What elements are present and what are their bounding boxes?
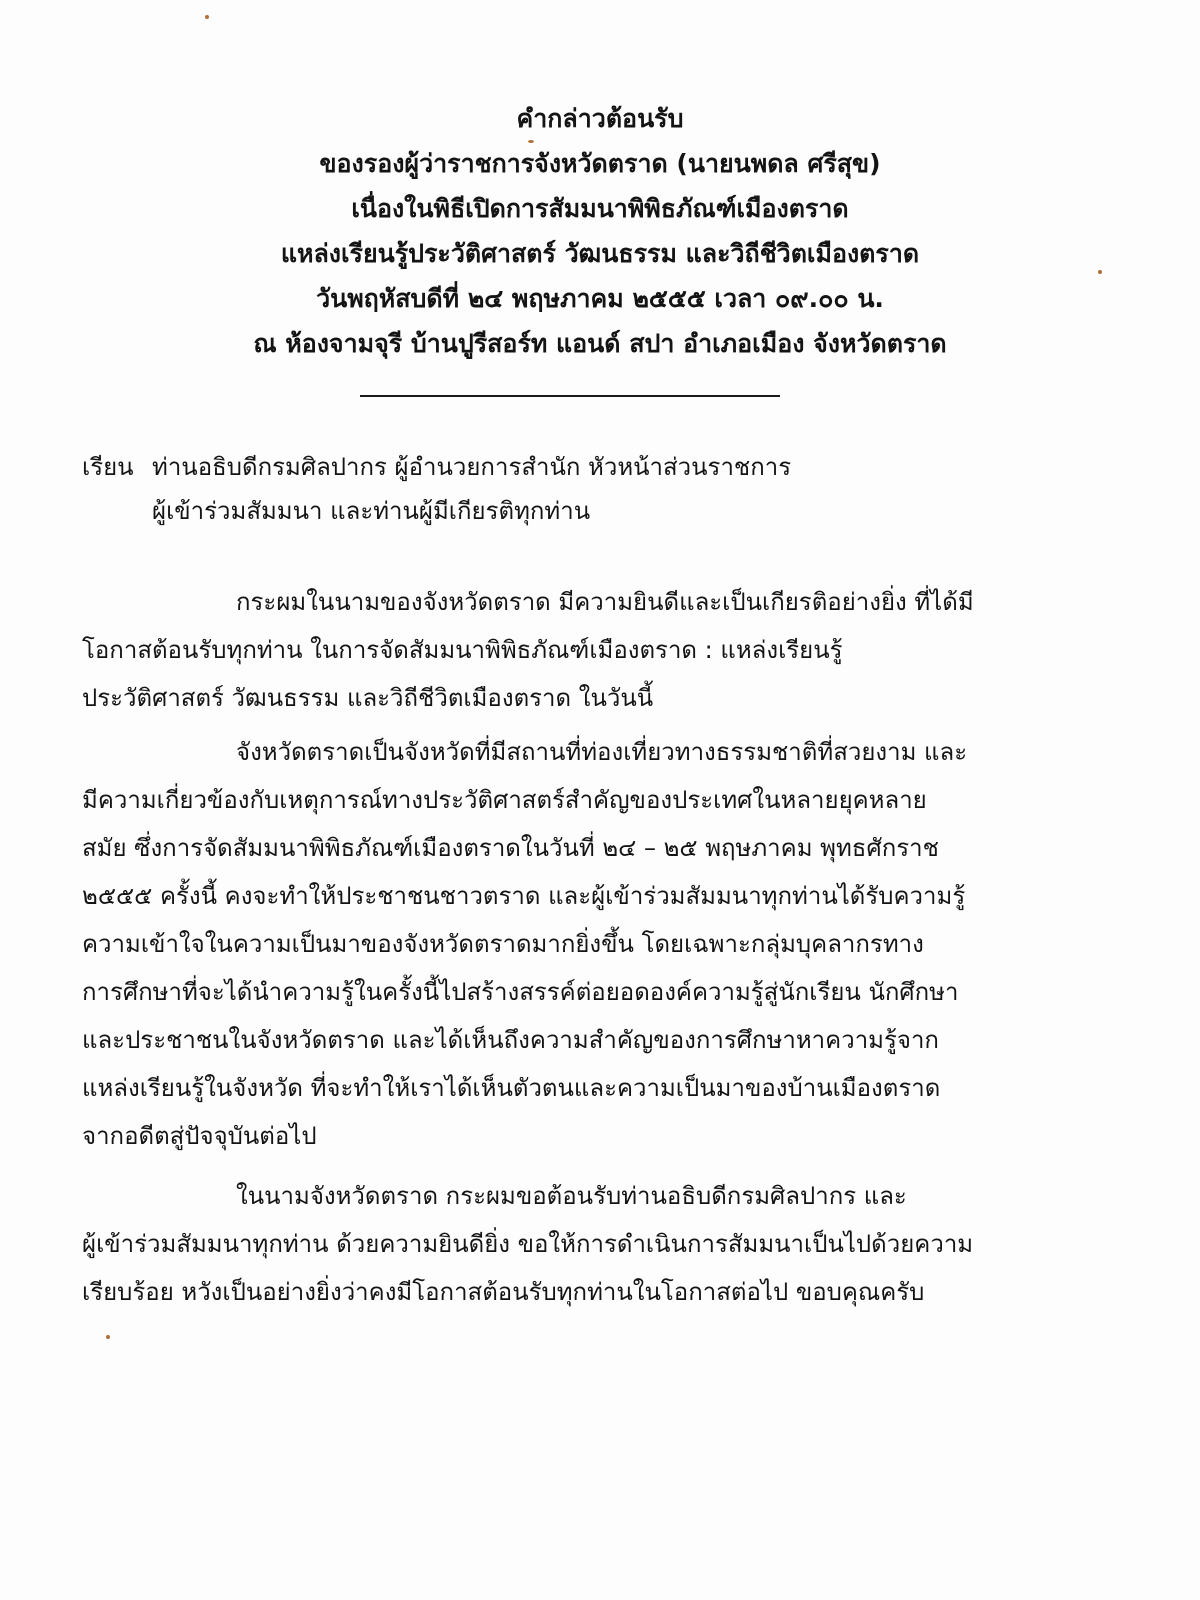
- heading-title: คำกล่าวต้อนรับ: [516, 104, 684, 133]
- paragraph-line: สมัย ซึ่งการจัดสัมมนาพิพิธภัณฑ์เมืองตราดในวันที่ ๒๔ – ๒๕ พฤษภาคม พุทธศักราช: [82, 834, 939, 862]
- heading-date: วันพฤหัสบดีที่ ๒๔ พฤษภาคม ๒๕๕๕ เวลา ๐๙.๐๐ น.: [316, 284, 884, 313]
- salutation-line-1: ท่านอธิบดีกรมศิลปากร ผู้อำนวยการสำนัก หัวหน้าส่วนราชการ: [152, 453, 792, 481]
- salutation-label: เรียน: [82, 453, 134, 481]
- heading-occasion: เนื่องในพิธีเปิดการสัมมนาพิพิธภัณฑ์เมืองตราด: [351, 194, 849, 223]
- heading-venue: ณ ห้องจามจุรี บ้านปูรีสอร์ท แอนด์ สปา อำเภอเมือง จังหวัดตราด: [253, 329, 947, 358]
- scan-speck: [205, 15, 209, 19]
- paragraph-line: เรียบร้อย หวังเป็นอย่างยิ่งว่าคงมีโอกาสต้อนรับทุกท่านในโอกาสต่อไป ขอบคุณครับ: [82, 1278, 925, 1306]
- paragraph-line: ผู้เข้าร่วมสัมมนาทุกท่าน ด้วยความยินดียิ่ง ขอให้การดำเนินการสัมมนาเป็นไปด้วยความ: [82, 1230, 974, 1258]
- salutation-line-2: ผู้เข้าร่วมสัมมนา และท่านผู้มีเกียรติทุกท่าน: [152, 497, 591, 525]
- heading-speaker: ของรองผู้ว่าราชการจังหวัดตราด (นายนพดล ศรีสุข): [319, 149, 881, 178]
- paragraph-3: [82, 1172, 1048, 1316]
- paragraph-1: [82, 578, 1048, 722]
- paragraph-line: ในนามจังหวัดตราด กระผมขอต้อนรับท่านอธิบดีกรมศิลปากร และ: [236, 1182, 907, 1210]
- scan-speck: [106, 1335, 110, 1339]
- heading-divider: [360, 395, 780, 397]
- paragraph-line: กระผมในนามของจังหวัดตราด มีความยินดีและเป็นเกียรติอย่างยิ่ง ที่ได้มี: [236, 588, 974, 616]
- paragraph-line: แหล่งเรียนรู้ในจังหวัด ที่จะทำให้เราได้เห็นตัวตนและความเป็นมาของบ้านเมืองตราด: [82, 1074, 941, 1102]
- paragraph-line: ๒๕๕๕ ครั้งนี้ คงจะทำให้ประชาชนชาวตราด และผู้เข้าร่วมสัมมนาทุกท่านได้รับความรู้: [82, 882, 966, 910]
- salutation-row-1: [82, 445, 791, 489]
- paragraph-line: ประวัติศาสตร์ วัฒนธรรม และวิถีชีวิตเมืองตราด ในวันนี้: [82, 684, 654, 712]
- paragraph-2: [82, 728, 1048, 1160]
- scan-speck: [528, 140, 534, 143]
- paragraph-line: โอกาสต้อนรับทุกท่าน ในการจัดสัมมนาพิพิธภัณฑ์เมืองตราด : แหล่งเรียนรู้: [82, 636, 843, 664]
- paragraph-line: และประชาชนในจังหวัดตราด และได้เห็นถึงความสำคัญของการศึกษาหาความรู้จาก: [82, 1026, 939, 1054]
- scan-speck: [1098, 270, 1102, 274]
- salutation: [82, 445, 791, 533]
- paragraph-line: จังหวัดตราดเป็นจังหวัดที่มีสถานที่ท่องเที่ยวทางธรรมชาติที่สวยงาม และ: [236, 738, 968, 766]
- heading-subject: แหล่งเรียนรู้ประวัติศาสตร์ วัฒนธรรม และวิถีชีวิตเมืองตราด: [280, 239, 920, 268]
- salutation-row-2: [82, 489, 791, 533]
- paragraph-line: มีความเกี่ยวข้องกับเหตุการณ์ทางประวัติศาสตร์สำคัญของประเทศในหลายยุคหลาย: [82, 786, 927, 814]
- document-heading: [0, 96, 1200, 366]
- paragraph-line: จากอดีตสู่ปัจจุบันต่อไป: [82, 1122, 317, 1150]
- paragraph-line: การศึกษาที่จะได้นำความรู้ในครั้งนี้ไปสร้างสรรค์ต่อยอดองค์ความรู้สู่นักเรียน นักศึกษา: [82, 978, 959, 1006]
- paragraph-line: ความเข้าใจในความเป็นมาของจังหวัดตราดมากยิ่งขึ้น โดยเฉพาะกลุ่มบุคลากรทาง: [82, 930, 924, 958]
